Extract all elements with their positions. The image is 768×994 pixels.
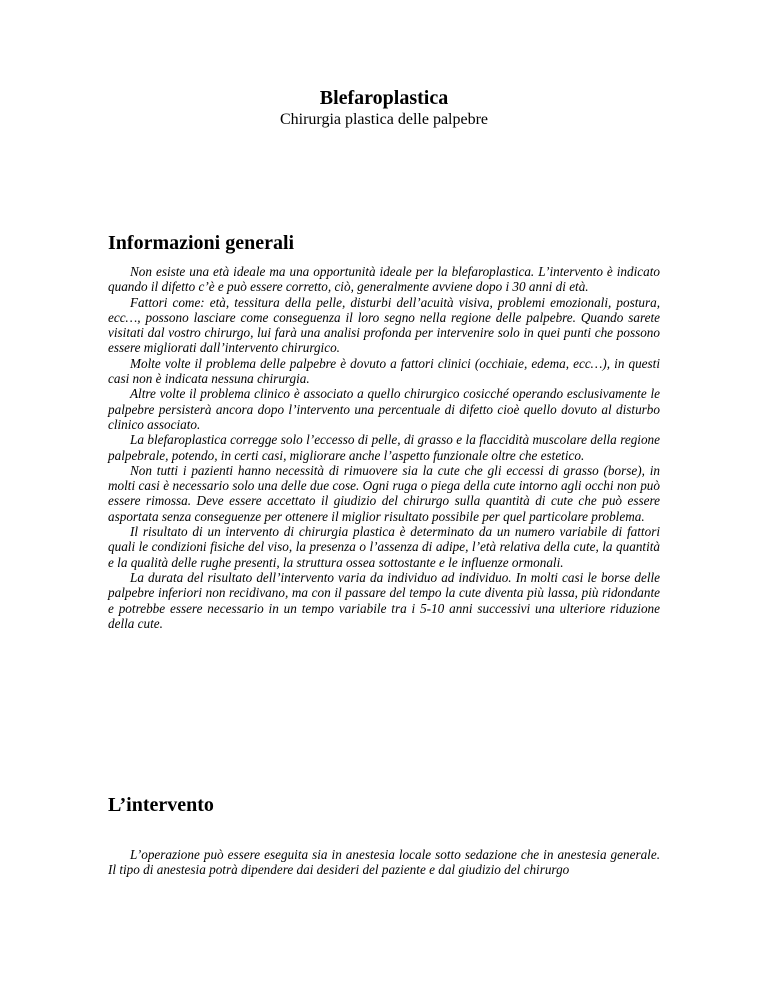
paragraph: La durata del risultato dell’intervento varia da individuo ad individuo. In molti casi le borse delle palpebre inferiori non recidivano, ma con il passare del tempo la cute diventa più lassa, più ridondante e potrebbe essere necessario in un tempo variabile tra i 5-10 anni successivi una ulteriore riduzione della cute.	[108, 569, 660, 631]
paragraph: La blefaroplastica corregge solo l’eccesso di pelle, di grasso e la flaccidità muscolare della regione palpebrale, potendo, in certi casi, migliorare anche l’aspetto funzionale oltre che estetico.	[108, 432, 660, 463]
paragraph: Non esiste una età ideale ma una opportunità ideale per la blefaroplastica. L’intervento è indicato quando il difetto c’è e può essere corretto, ciò, generalmente avviene dopo i 30 anni di età.	[108, 264, 660, 295]
paragraph: Il risultato di un intervento di chirurgia plastica è determinato da un numero variabile di fattori quali le condizioni fisiche del viso, la presenza o l’assenza di adipe, l’età relativa della cute, la quantità e la qualità delle rughe presenti, la struttura ossea sottostante e le influenze ormonali.	[108, 524, 660, 570]
section-body-informazioni-generali	[108, 264, 660, 631]
section-heading-intervento: L’intervento	[108, 794, 214, 816]
section-heading-informazioni-generali: Informazioni generali	[108, 232, 295, 254]
paragraph: Non tutti i pazienti hanno necessità di rimuovere sia la cute che gli eccessi di grasso (borse), in molti casi è necessario solo una delle due cose. Ogni ruga o piega della cute intorno agli occhi non può essere rimossa. Deve essere accettato il giudizio del chirurgo sulla quantità di cute che può essere asportata senza conseguenze per ottenere il miglior risultato possibile per quel particolare problema.	[108, 462, 660, 524]
paragraph: Altre volte il problema clinico è associato a quello chirurgico cosicché operando esclusivamente le palpebre persisterà ancora dopo l’intervento una percentuale di difetto cioè quello dovuto al disturbo clinico associato.	[108, 386, 660, 432]
section-body-intervento	[108, 847, 660, 878]
document-title: Blefaroplastica	[319, 87, 449, 109]
paragraph: Fattori come: età, tessitura della pelle, disturbi dell’acuità visiva, problemi emozionali, postura, ecc…, possono lasciare come conseguenza il loro segno nella regione delle palpebre. Quando sarete visitati dal vostro chirurgo, lui farà una analisi profonda per intervenire solo in quei punti che possono essere migliorati dall’intervento chirurgico.	[108, 294, 660, 356]
paragraph: Molte volte il problema delle palpebre è dovuto a fattori clinici (occhiaie, edema, ecc…), in questi casi non è indicata nessuna chirurgia.	[108, 355, 660, 387]
paragraph: L’operazione può essere eseguita sia in anestesia locale sotto sedazione che in anestesia generale. Il tipo di anestesia potrà dipendere dai desideri del paziente e dal giudizio del chirurgo	[108, 847, 660, 878]
document-subtitle: Chirurgia plastica delle palpebre	[279, 111, 489, 128]
